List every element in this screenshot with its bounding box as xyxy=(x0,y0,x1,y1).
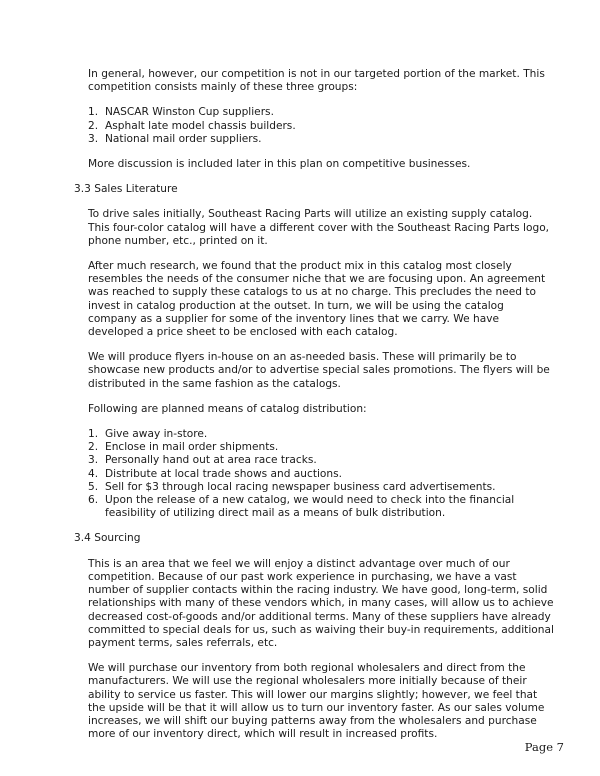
distribution-list xyxy=(88,428,554,520)
list-item-text: Enclose in mail order shipments. xyxy=(105,441,279,454)
sourcing-paragraph-1: This is an area that we feel we will enjoy a distinct advantage over much of our competition. Because of our past work experience in purchasing, we have a vast number of supplier contacts within the racing industry. We have good, long-term, solid relationships with many of these vendors which, in many cases, will allow us to achieve decreased cost-of-goods and/or additional terms. Many of these suppliers have already committed to special deals for us, such as waiving their buy-in requirements, additional payment terms, sales referrals, etc. xyxy=(88,557,554,649)
list-item-text: Distribute at local trade shows and auctions. xyxy=(105,467,342,480)
list-item-text: Asphalt late model chassis builders. xyxy=(105,119,296,132)
list-item-number: 6. xyxy=(88,494,99,507)
section-heading-sales-literature: 3.3 Sales Literature xyxy=(74,183,178,196)
page-content xyxy=(74,68,554,741)
list-item xyxy=(88,468,554,481)
list-item-number: 3. xyxy=(88,132,99,145)
list-item-number: 5. xyxy=(88,480,99,493)
list-item xyxy=(88,120,554,133)
list-item xyxy=(88,494,554,520)
list-item xyxy=(88,133,554,146)
sourcing-paragraph-2: We will purchase our inventory from both regional wholesalers and direct from the manufacturers. We will use the regional wholesalers more initially because of their ability to service us faster. This will lower our margins slightly; however, we feel that the upside will be that it will allow us to turn our inventory faster. As our sales volume increases, we will shift our buying patterns away from the wholesalers and purchase more of our inventory direct, which will result in increased profits. xyxy=(88,662,545,741)
sales-literature-paragraph-4: Following are planned means of catalog distribution: xyxy=(88,402,367,415)
list-item-number: 2. xyxy=(88,441,99,454)
section-heading-sourcing: 3.4 Sourcing xyxy=(74,532,141,545)
sales-literature-paragraph-2: After much research, we found that the product mix in this catalog most closely resembles the needs of the consumer niche that we are focusing upon. An agreement was reached to supply these catalogs to us at no charge. This precludes the need to invest in catalog production at the outset. In turn, we will be using the catalog company as a supplier for some of the inventory lines that we carry. We have developed a price sheet to be enclosed with each catalog. xyxy=(88,260,546,339)
list-item-number: 2. xyxy=(88,119,99,132)
list-item-number: 4. xyxy=(88,467,99,480)
list-item xyxy=(88,428,554,441)
list-item-text: Upon the release of a new catalog, we would need to check into the financial feasibility of utilizing direct mail as a means of bulk distribution. xyxy=(105,494,515,520)
competition-paragraph: In general, however, our competition is not in our targeted portion of the market. This competition consists mainly of these three groups: xyxy=(88,68,545,94)
list-item-number: 1. xyxy=(88,106,99,119)
list-item-text: Sell for $3 through local racing newspaper business card advertisements. xyxy=(105,480,496,493)
list-item-number: 1. xyxy=(88,428,99,441)
sales-literature-paragraph-1: To drive sales initially, Southeast Racing Parts will utilize an existing supply catalog. This four-color catalog will have a different cover with the Southeast Racing Parts logo, phone number, etc., printed on it. xyxy=(88,208,550,247)
list-item-text: Give away in-store. xyxy=(105,428,208,441)
list-item-number: 3. xyxy=(88,454,99,467)
list-item-text: NASCAR Winston Cup suppliers. xyxy=(105,106,274,119)
more-discussion-paragraph: More discussion is included later in this plan on competitive businesses. xyxy=(88,158,471,171)
list-item-text: Personally hand out at area race tracks. xyxy=(105,454,317,467)
sales-literature-paragraph-3: We will produce flyers in-house on an as-needed basis. These will primarily be to showcase new products and/or to advertise special sales promotions. The flyers will be distributed in the same fashion as the catalogs. xyxy=(88,351,550,390)
list-item xyxy=(88,106,554,119)
list-item xyxy=(88,481,554,494)
list-item xyxy=(88,454,554,467)
list-item xyxy=(88,441,554,454)
list-item-text: National mail order suppliers. xyxy=(105,132,262,145)
competition-groups-list xyxy=(88,106,554,146)
page-number: Page 7 xyxy=(524,740,564,754)
